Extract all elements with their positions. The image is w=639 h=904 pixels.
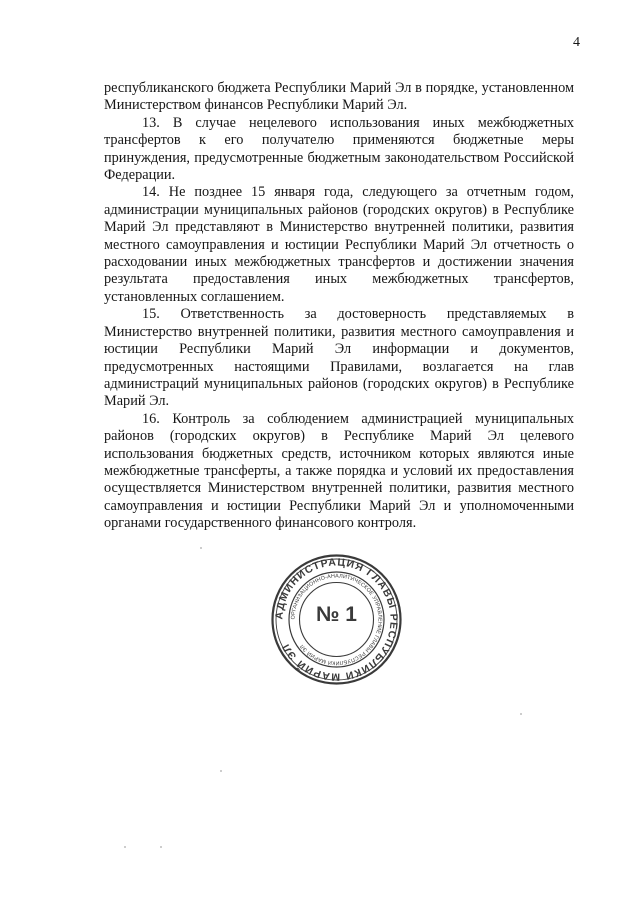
paragraph-15: 15. Ответственность за достоверность представляемых в Министерство внутренней политики, развития местного самоуправления и юстиции Республики Марий Эл информации и документов, предусмотренных настоящими Правилами, возлагается на глав администраций муниципальных районов (городских округов) в Республике Марий Эл.	[104, 306, 574, 410]
scan-speck	[200, 547, 202, 549]
document-body	[104, 80, 574, 533]
paragraph-13: 13. В случае нецелевого использования иных межбюджетных трансфертов к его получателю применяются бюджетные меры принуждения, предусмотренные бюджетным законодательством Российской Федерации.	[104, 114, 574, 184]
page-number: 4	[573, 35, 580, 50]
paragraph-16: 16. Контроль за соблюдением администрацией муниципальных районов (городских округов) в Республике Марий Эл целевого использования бюджетных средств, источником которых являются иные межбюджетные трансферты, а также порядка и условий их предоставления осуществляется Министерством внутренней политики, развития местного самоуправления и юстиции Республики Марий Эл и уполномоченными органами государственного финансового контроля.	[104, 410, 574, 532]
scan-speck	[520, 713, 522, 715]
scan-speck	[124, 846, 126, 848]
paragraph-continuation: республиканского бюджета Республики Марий Эл в порядке, установленном Министерством финансов Республики Марий Эл.	[104, 80, 574, 114]
seal-number: № 1	[316, 603, 357, 626]
seal-inner-text: ОРГАНИЗАЦИОННО-АНАЛИТИЧЕСКОЕ УПРАВЛЕНИЕ ГЛАВЫ РЕСПУБЛИКИ МАРИЙ ЭЛ	[290, 573, 383, 666]
scan-speck	[160, 846, 162, 848]
scan-speck	[220, 770, 222, 772]
seal-outer-text: АДМИНИСТРАЦИЯ ГЛАВЫ РЕСПУБЛИКИ МАРИЙ ЭЛ	[273, 556, 400, 683]
paragraph-14: 14. Не позднее 15 января года, следующего за отчетным годом, администрации муниципальных районов (городских округов) в Республике Марий Эл представляют в Министерство внутренней политики, развития местного самоуправления и юстиции Республики Марий Эл отчетность о расходовании иных межбюджетных трансфертов и достижении значения результата предоставления иных межбюджетных трансфертов, установленных соглашением.	[104, 184, 574, 305]
official-seal	[270, 553, 403, 686]
